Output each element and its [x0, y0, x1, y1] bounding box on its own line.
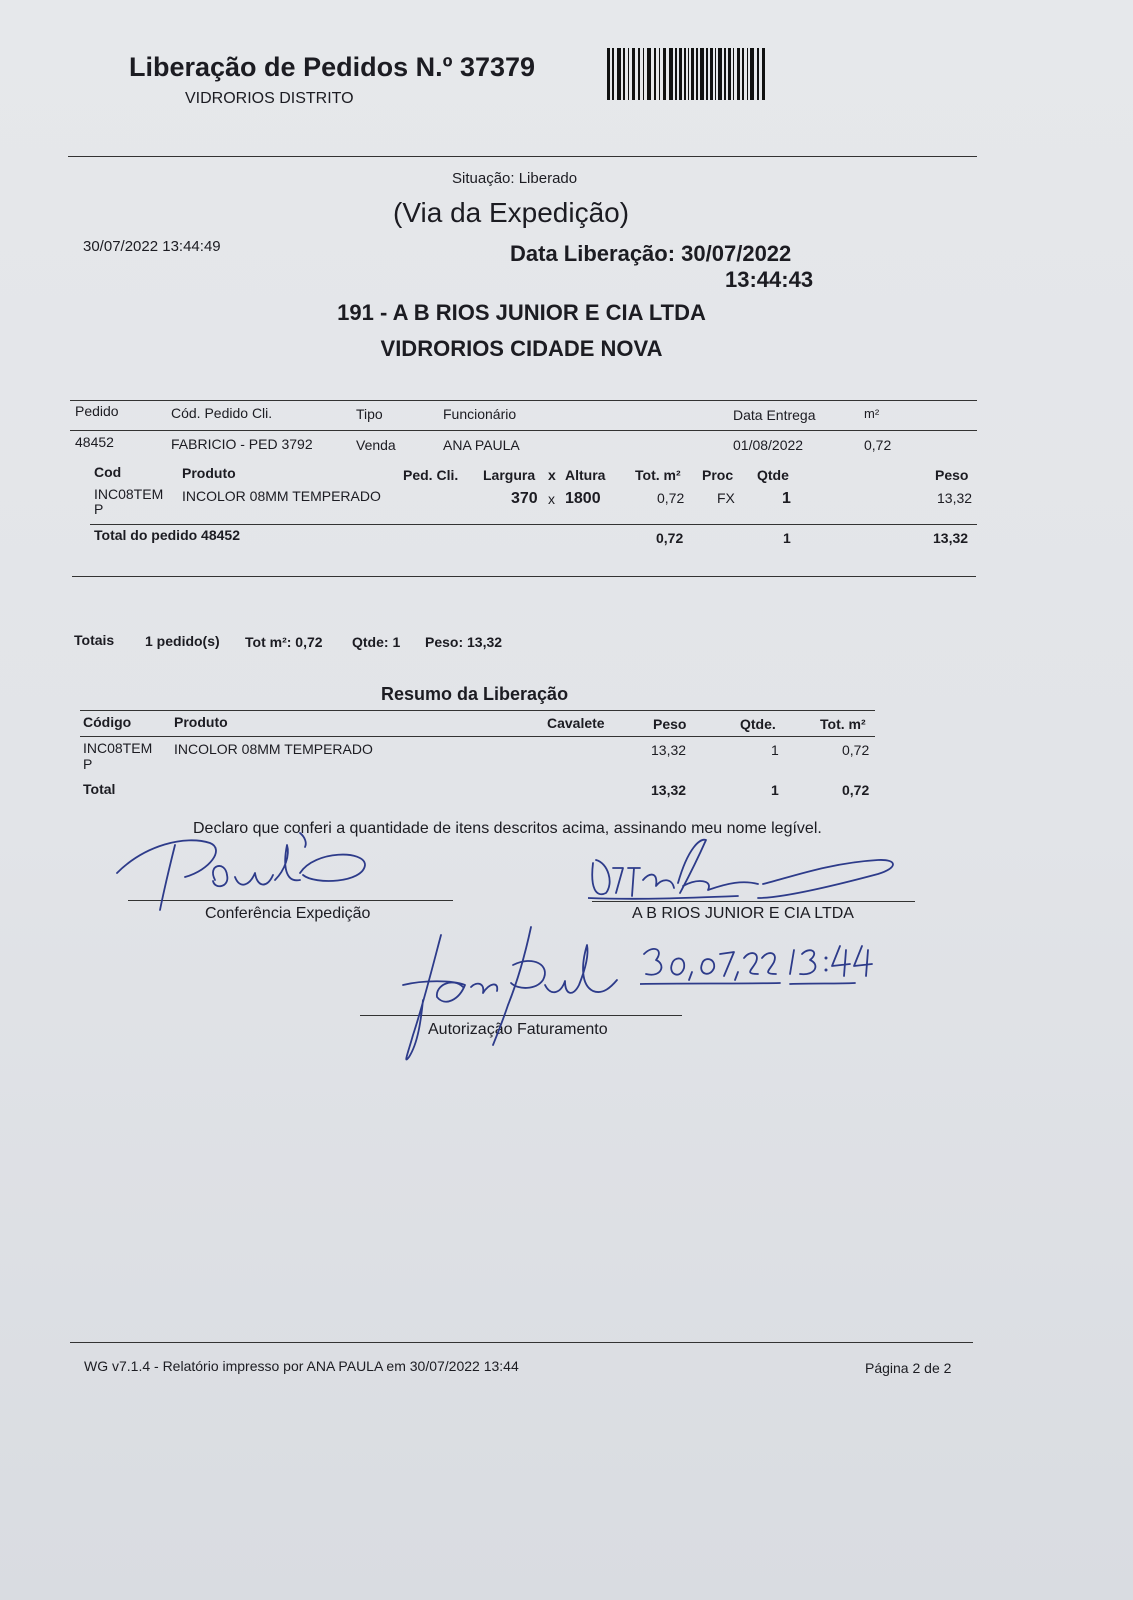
- document-title: Liberação de Pedidos N.º 37379: [129, 52, 536, 82]
- items-header-qtde: Qtde: [757, 467, 789, 483]
- items-header-x: x: [548, 467, 556, 483]
- signature-label-autorizacao: Autorização Faturamento: [428, 1021, 608, 1038]
- header-divider: [68, 156, 977, 157]
- order-total-label: Total do pedido 48452: [94, 527, 240, 543]
- barcode-image: [607, 48, 767, 100]
- resumo-row-peso: 13,32: [651, 742, 687, 758]
- resumo-row-produto: INCOLOR 08MM TEMPERADO: [174, 741, 373, 757]
- order-table-bottom-line: [72, 576, 976, 577]
- signature-label-conferencia: Conferência Expedição: [205, 905, 371, 922]
- resumo-header-peso: Peso: [653, 716, 687, 732]
- order-header-pedido: Pedido: [75, 403, 119, 419]
- item-produto: INCOLOR 08MM TEMPERADO: [182, 488, 381, 504]
- item-largura: 370: [511, 490, 538, 507]
- items-header-largura: Largura: [483, 467, 536, 483]
- items-header-produto: Produto: [182, 465, 236, 481]
- order-total-m2: 0,72: [656, 530, 684, 546]
- item-proc: FX: [717, 490, 735, 506]
- order-value-tipo: Venda: [356, 437, 396, 453]
- item-peso: 13,32: [937, 490, 973, 506]
- resumo-header-produto: Produto: [174, 714, 228, 730]
- release-time: 13:44:43: [725, 267, 814, 292]
- resumo-header-qtde: Qtde.: [740, 716, 776, 732]
- order-table-top-line: [70, 400, 977, 401]
- resumo-total-label: Total: [83, 781, 116, 797]
- order-header-cod-pedido-cli: Cód. Pedido Cli.: [171, 405, 273, 421]
- order-total-peso: 13,32: [933, 530, 969, 546]
- totals-label: Totais: [74, 632, 115, 648]
- items-header-cod: Cod: [94, 464, 122, 480]
- resumo-header-codigo: Código: [83, 714, 132, 730]
- items-header-tot-m2: Tot. m²: [635, 467, 681, 483]
- resumo-title: Resumo da Liberação: [381, 684, 569, 704]
- item-altura: 1800: [565, 490, 601, 507]
- item-cod-line2: P: [94, 501, 104, 517]
- document-subtitle: VIDRORIOS DISTRITO: [185, 90, 354, 107]
- client-branch: VIDRORIOS CIDADE NOVA: [380, 336, 663, 361]
- items-header-peso: Peso: [935, 467, 969, 483]
- client-name: 191 - A B RIOS JUNIOR E CIA LTDA: [337, 300, 706, 325]
- item-qtde: 1: [782, 490, 791, 507]
- items-total-line: [90, 524, 977, 525]
- item-tot-m2: 0,72: [657, 490, 685, 506]
- totals-pedidos: 1 pedido(s): [145, 633, 220, 649]
- resumo-total-qtde: 1: [771, 782, 779, 798]
- printed-datetime: 30/07/2022 13:44:49: [83, 238, 221, 255]
- signature-autorizacao-handwriting: [393, 925, 623, 1065]
- items-header-ped-cli: Ped. Cli.: [403, 467, 459, 483]
- footer-left-text: WG v7.1.4 - Relatório impresso por ANA PAULA em 30/07/2022 13:44: [84, 1358, 519, 1374]
- item-cod-line1: INC08TEM: [94, 486, 164, 502]
- resumo-header-tot-m2: Tot. m²: [820, 716, 866, 732]
- resumo-header-line: [80, 736, 875, 737]
- resumo-total-peso: 13,32: [651, 782, 687, 798]
- order-value-pedido: 48452: [75, 434, 114, 450]
- totals-tot-m2: Tot m²: 0,72: [245, 634, 323, 650]
- declaration-text: Declaro que conferi a quantidade de itens descritos acima, assinando meu nome legível.: [193, 820, 822, 837]
- order-header-line: [70, 430, 977, 431]
- order-header-tipo: Tipo: [356, 406, 383, 422]
- items-header-proc: Proc: [702, 467, 734, 483]
- totals-qtde: Qtde: 1: [352, 634, 401, 650]
- footer-divider: [70, 1342, 973, 1343]
- resumo-header-cavalete: Cavalete: [547, 715, 605, 731]
- order-header-data-entrega: Data Entrega: [733, 407, 816, 423]
- resumo-row-codigo-line1: INC08TEM: [83, 740, 153, 756]
- status-text: Situação: Liberado: [452, 170, 578, 187]
- order-header-funcionario: Funcionário: [443, 406, 517, 422]
- totals-peso: Peso: 13,32: [425, 634, 503, 650]
- release-date: Data Liberação: 30/07/2022: [510, 241, 792, 266]
- items-header-altura: Altura: [565, 467, 606, 483]
- copy-label: (Via da Expedição): [393, 197, 630, 228]
- resumo-row-tot-m2: 0,72: [842, 742, 870, 758]
- order-header-m2: m²: [864, 406, 880, 421]
- order-value-m2: 0,72: [864, 437, 892, 453]
- resumo-top-line: [80, 710, 875, 711]
- signature-label-cliente: A B RIOS JUNIOR E CIA LTDA: [632, 905, 854, 922]
- signature-conferencia-handwriting: [115, 825, 395, 915]
- signature-cliente-handwriting: [588, 838, 918, 918]
- item-x: x: [548, 491, 555, 507]
- order-value-funcionario: ANA PAULA: [443, 437, 520, 453]
- resumo-row-qtde: 1: [771, 742, 779, 758]
- footer-page-number: Página 2 de 2: [865, 1360, 952, 1376]
- order-total-qtde: 1: [783, 530, 791, 546]
- order-value-data-entrega: 01/08/2022: [733, 437, 804, 453]
- order-value-cod-pedido-cli: FABRICIO - PED 3792: [171, 436, 313, 452]
- handwritten-date: [640, 942, 890, 992]
- resumo-row-codigo-line2: P: [83, 756, 93, 772]
- resumo-total-tot-m2: 0,72: [842, 782, 870, 798]
